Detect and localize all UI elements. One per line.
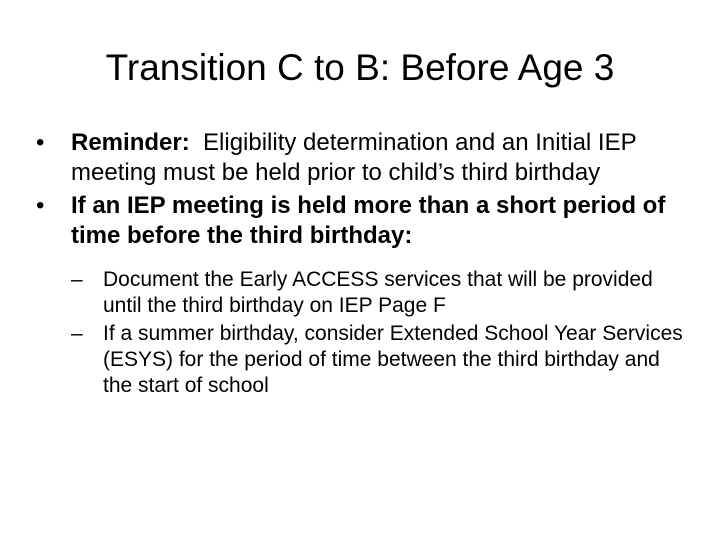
bullet-marker: • [36,129,45,156]
bullet-marker: • [36,192,45,219]
bullet-lead: If an IEP meeting is held more than a short period of time before the third birthday: [71,192,666,249]
sub-bullet-text: Document the Early ACCESS services that will be provided until the third birthday on IEP Page F [103,268,653,317]
bullet-iep-meeting [36,191,686,251]
bullet-lead: Reminder: [71,129,190,156]
sub-bullet-summer-birthday [71,321,686,399]
bullet-text: Eligibility determination and an Initial IEP meeting must be held prior to child’s third birthday [71,129,643,186]
sub-bullet-list [36,267,686,399]
sub-bullet-text: If a summer birthday, consider Extended School Year Services (ESYS) for the period of time between the third birthday and the start of school [103,322,683,397]
sub-bullet-document-services [71,267,686,319]
bullet-reminder [36,128,686,188]
dash-marker: – [71,322,83,345]
dash-marker: – [71,268,83,291]
slide-title: Transition C to B: Before Age 3 [105,47,615,88]
slide-body [36,128,686,401]
